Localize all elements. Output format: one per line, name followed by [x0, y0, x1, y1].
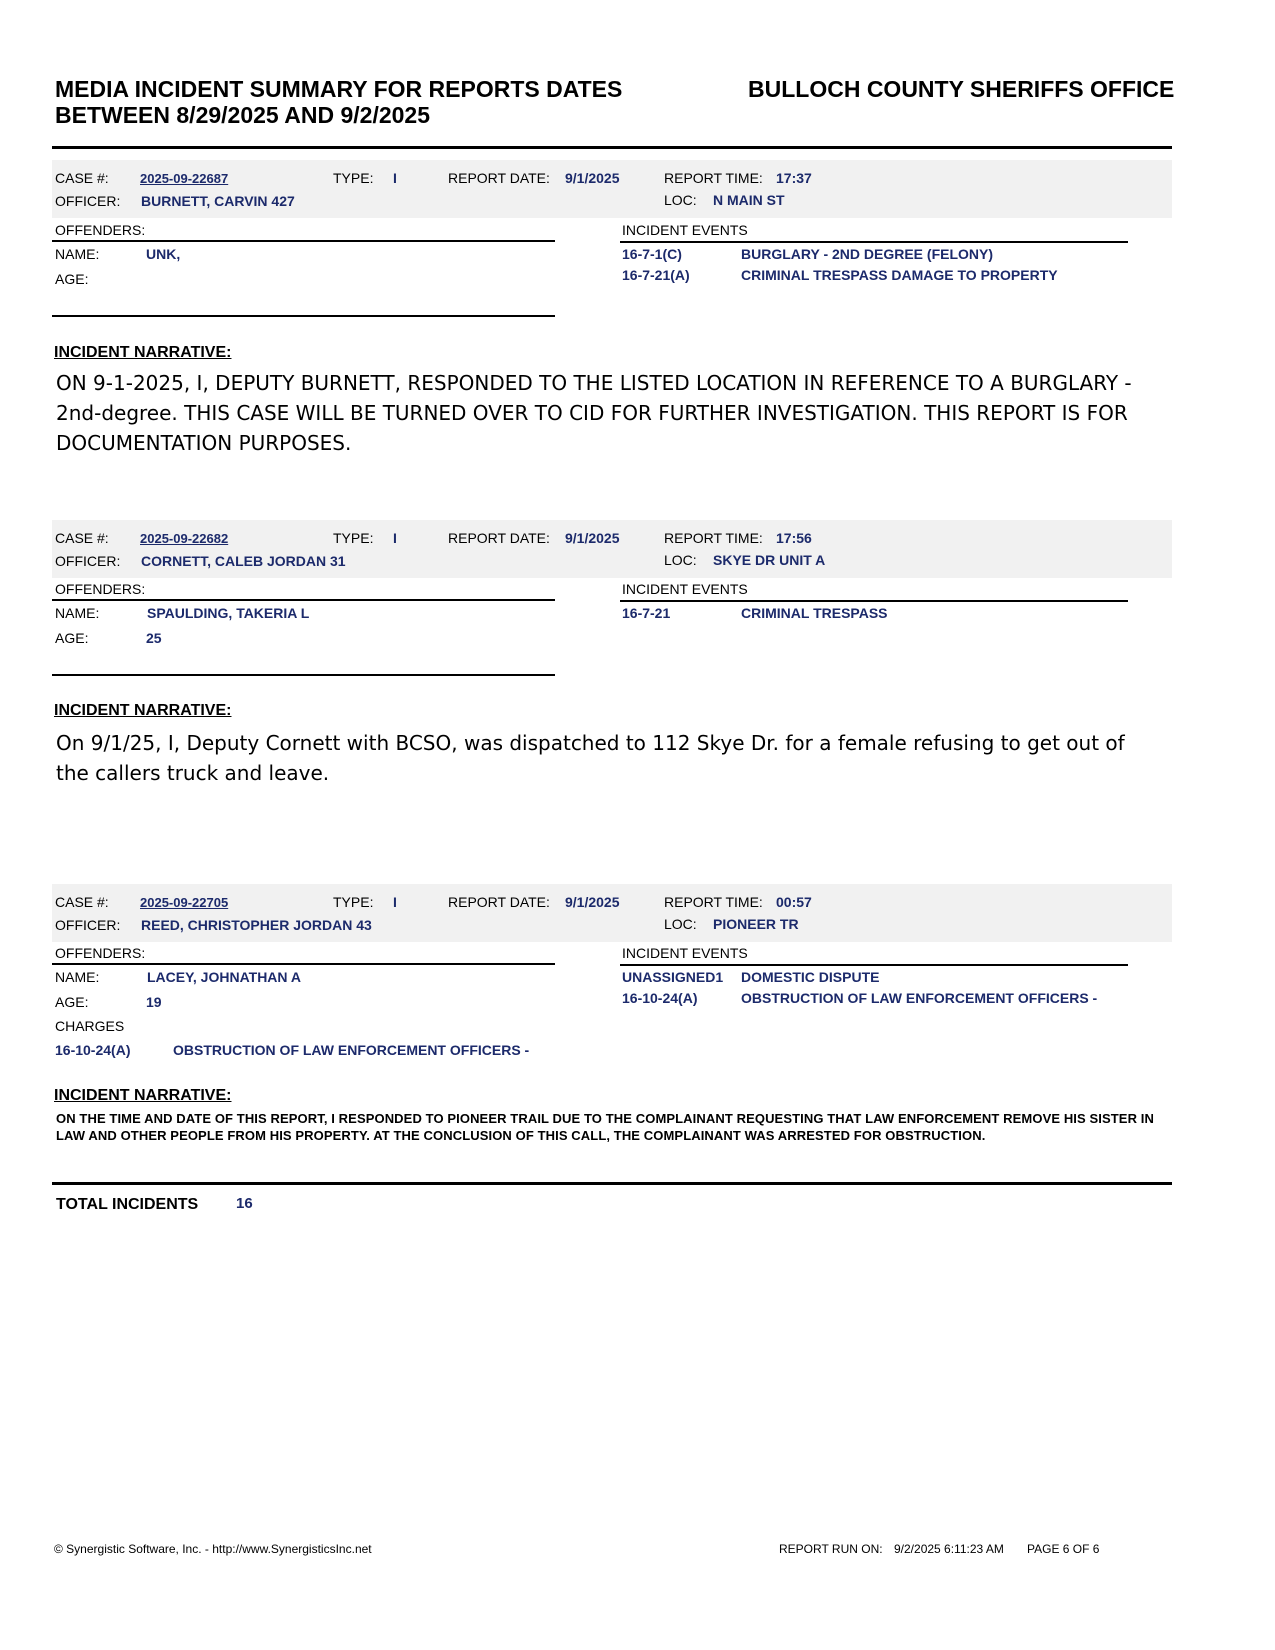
name-label: NAME: [55, 246, 100, 262]
name-label: NAME: [55, 605, 100, 621]
incident-events-label: INCIDENT EVENTS [622, 222, 748, 238]
report-run-label: REPORT RUN ON: [779, 1542, 883, 1556]
loc-value: PIONEER TR [713, 916, 799, 932]
officer-label: OFFICER: [55, 917, 121, 933]
event-description: BURGLARY - 2ND DEGREE (FELONY) [741, 246, 994, 262]
case-header-band [52, 160, 1172, 218]
type-value: I [393, 530, 397, 546]
report-date-value: 9/1/2025 [565, 530, 620, 546]
incident-events-label: INCIDENT EVENTS [622, 945, 748, 961]
age-label: AGE: [55, 630, 89, 646]
report-time-label: REPORT TIME: [664, 530, 763, 546]
incident-events-label: INCIDENT EVENTS [622, 581, 748, 597]
type-label: TYPE: [333, 894, 374, 910]
officer-label: OFFICER: [55, 553, 121, 569]
event-code: UNASSIGNED1 [622, 969, 724, 985]
report-date-label: REPORT DATE: [448, 894, 550, 910]
offender-name: SPAULDING, TAKERIA L [147, 605, 310, 621]
charge-description: OBSTRUCTION OF LAW ENFORCEMENT OFFICERS - [173, 1042, 530, 1058]
age-label: AGE: [55, 994, 89, 1010]
narrative-text: On 9/1/25, I, Deputy Cornett with BCSO, was dispatched to 112 Skye Dr. for a female refusing to get out of the callers truck and leave. [56, 731, 1125, 785]
report-date-value: 9/1/2025 [565, 170, 620, 186]
type-label: TYPE: [333, 170, 374, 186]
event-description: CRIMINAL TRESPASS [741, 605, 888, 621]
report-date-label: REPORT DATE: [448, 530, 550, 546]
case-header-band [52, 884, 1172, 942]
case-number-link[interactable]: 2025-09-22682 [140, 531, 229, 546]
event-code: 16-7-21 [622, 605, 671, 621]
offenders-label: OFFENDERS: [55, 581, 146, 597]
total-incidents-value: 16 [236, 1195, 253, 1212]
offenders-bottom-rule [52, 315, 555, 317]
officer-value: CORNETT, CALEB JORDAN 31 [141, 553, 346, 569]
age-label: AGE: [55, 271, 89, 287]
narrative-label: INCIDENT NARRATIVE: [54, 1087, 232, 1104]
events-rule [620, 600, 1128, 602]
charge-code: 16-10-24(A) [55, 1042, 131, 1058]
charges-label: CHARGES [55, 1018, 125, 1034]
narrative-label: INCIDENT NARRATIVE: [54, 702, 232, 719]
report-date-label: REPORT DATE: [448, 170, 550, 186]
name-label: NAME: [55, 969, 100, 985]
offenders-rule [52, 240, 555, 242]
case-number-link[interactable]: 2025-09-22705 [140, 895, 229, 910]
header-divider [52, 146, 1172, 149]
offenders-rule [52, 599, 555, 601]
report-title: MEDIA INCIDENT SUMMARY FOR REPORTS DATES BETWEEN 8/29/2025 AND 9/2/2025 [55, 76, 623, 128]
offenders-bottom-rule [52, 674, 555, 676]
event-description: OBSTRUCTION OF LAW ENFORCEMENT OFFICERS - [741, 990, 1098, 1006]
case-number-link[interactable]: 2025-09-22687 [140, 171, 229, 186]
narrative-text: ON 9-1-2025, I, DEPUTY BURNETT, RESPONDED TO THE LISTED LOCATION IN REFERENCE TO A BURGLARY - 2nd-degree. THIS CASE WILL BE TURNED OVER TO CID FOR FURTHER INVESTIGATION. THIS REPORT IS FOR DOCUMENTATION PURPOSES. [56, 371, 1132, 455]
case-header-band [52, 520, 1172, 578]
case-label: CASE #: [55, 170, 109, 186]
copyright-notice: © Synergistic Software, Inc. - http://www.SynergisticsInc.net [54, 1542, 372, 1556]
event-code: 16-7-21(A) [622, 267, 690, 283]
report-time-value: 00:57 [776, 894, 812, 910]
type-value: I [393, 894, 397, 910]
loc-label: LOC: [664, 552, 697, 568]
offender-name: LACEY, JOHNATHAN A [147, 969, 302, 985]
event-code: 16-7-1(C) [622, 246, 682, 262]
event-code: 16-10-24(A) [622, 990, 698, 1006]
type-value: I [393, 170, 397, 186]
loc-label: LOC: [664, 192, 697, 208]
offenders-rule [52, 963, 555, 965]
report-date-value: 9/1/2025 [565, 894, 620, 910]
report-run-value: 9/2/2025 6:11:23 AM [894, 1542, 1004, 1556]
report-time-label: REPORT TIME: [664, 170, 763, 186]
officer-label: OFFICER: [55, 193, 121, 209]
loc-label: LOC: [664, 916, 697, 932]
report-time-label: REPORT TIME: [664, 894, 763, 910]
offenders-label: OFFENDERS: [55, 222, 146, 238]
report-time-value: 17:37 [776, 170, 812, 186]
total-incidents-label: TOTAL INCIDENTS [56, 1196, 199, 1213]
report-time-value: 17:56 [776, 530, 812, 546]
case-label: CASE #: [55, 530, 109, 546]
offenders-label: OFFENDERS: [55, 945, 146, 961]
narrative-label: INCIDENT NARRATIVE: [54, 344, 232, 361]
agency-name: BULLOCH COUNTY SHERIFFS OFFICE [748, 76, 1175, 102]
offender-age: 25 [146, 630, 162, 646]
officer-value: BURNETT, CARVIN 427 [141, 193, 295, 209]
events-rule [620, 964, 1128, 966]
events-rule [620, 241, 1128, 243]
loc-value: N MAIN ST [713, 192, 785, 208]
type-label: TYPE: [333, 530, 374, 546]
offender-name: UNK, [146, 246, 181, 262]
offender-age: 19 [146, 994, 162, 1010]
loc-value: SKYE DR UNIT A [713, 552, 826, 568]
narrative-text: ON THE TIME AND DATE OF THIS REPORT, I RESPONDED TO PIONEER TRAIL DUE TO THE COMPLAINANT REQUESTING THAT LAW ENFORCEMENT REMOVE HIS SISTER IN LAW AND OTHER PEOPLE FROM HIS PROPERTY. AT THE CONCLUSION OF THIS CALL, THE COMPLAINANT WAS ARRESTED FOR OBSTRUCTION. [56, 1111, 1154, 1143]
case-label: CASE #: [55, 894, 109, 910]
event-description: DOMESTIC DISPUTE [741, 969, 880, 985]
officer-value: REED, CHRISTOPHER JORDAN 43 [141, 917, 372, 933]
total-divider [52, 1182, 1172, 1185]
event-description: CRIMINAL TRESPASS DAMAGE TO PROPERTY [741, 267, 1058, 283]
page-number: PAGE 6 OF 6 [1027, 1542, 1100, 1556]
